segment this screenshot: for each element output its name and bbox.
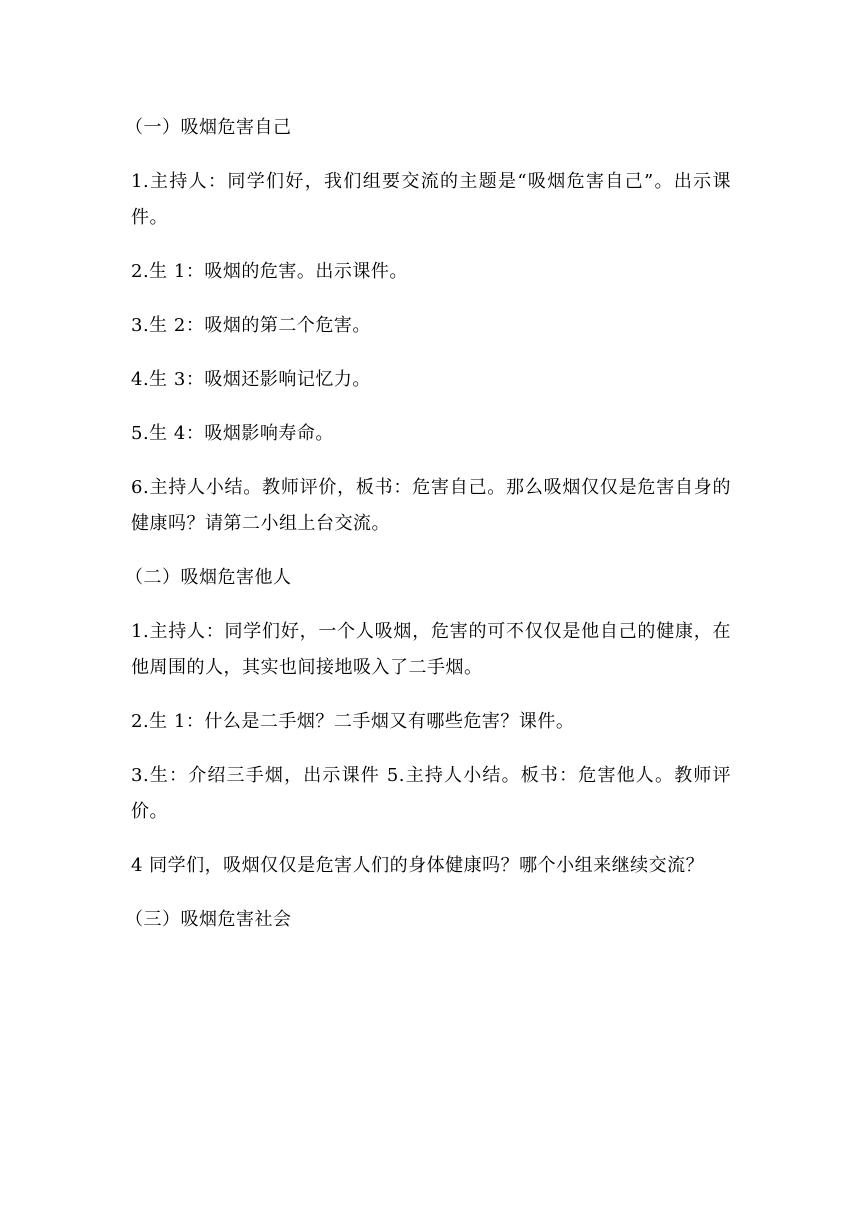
paragraph-item: 4 同学们，吸烟仅仅是危害人们的身体健康吗？哪个小组来继续交流？ <box>131 855 705 876</box>
section-heading-2: （二）吸烟危害他人 <box>125 567 292 588</box>
section-heading-1: （一）吸烟危害自己 <box>125 117 292 138</box>
paragraph-item: 4.生 3：吸烟还影响记忆力。 <box>131 369 371 390</box>
paragraph-item: 1.主持人：同学们好，一个人吸烟，危害的可不仅仅是他自己的健康，在他周围的人，其实也间接地吸入了二手烟。 <box>131 621 731 678</box>
paragraph-item: 2.生 1：吸烟的危害。出示课件。 <box>131 261 408 282</box>
paragraph-item: 2.生 1：什么是二手烟？二手烟又有哪些危害？课件。 <box>131 711 575 732</box>
document-body <box>125 110 731 956</box>
paragraph-item: 3.生：介绍三手烟，出示课件 5.主持人小结。板书：危害他人。教师评价。 <box>131 765 731 822</box>
paragraph-item: 3.生 2：吸烟的第二个危害。 <box>131 315 371 336</box>
paragraph-item: 6.主持人小结。教师评价，板书：危害自己。那么吸烟仅仅是危害自身的健康吗？请第二小组上台交流。 <box>131 477 731 534</box>
paragraph-item: 1.主持人：同学们好，我们组要交流的主题是“吸烟危害自己”。出示课件。 <box>131 171 731 228</box>
section-heading-3: （三）吸烟危害社会 <box>125 909 292 930</box>
paragraph-item: 5.生 4：吸烟影响寿命。 <box>131 423 334 444</box>
